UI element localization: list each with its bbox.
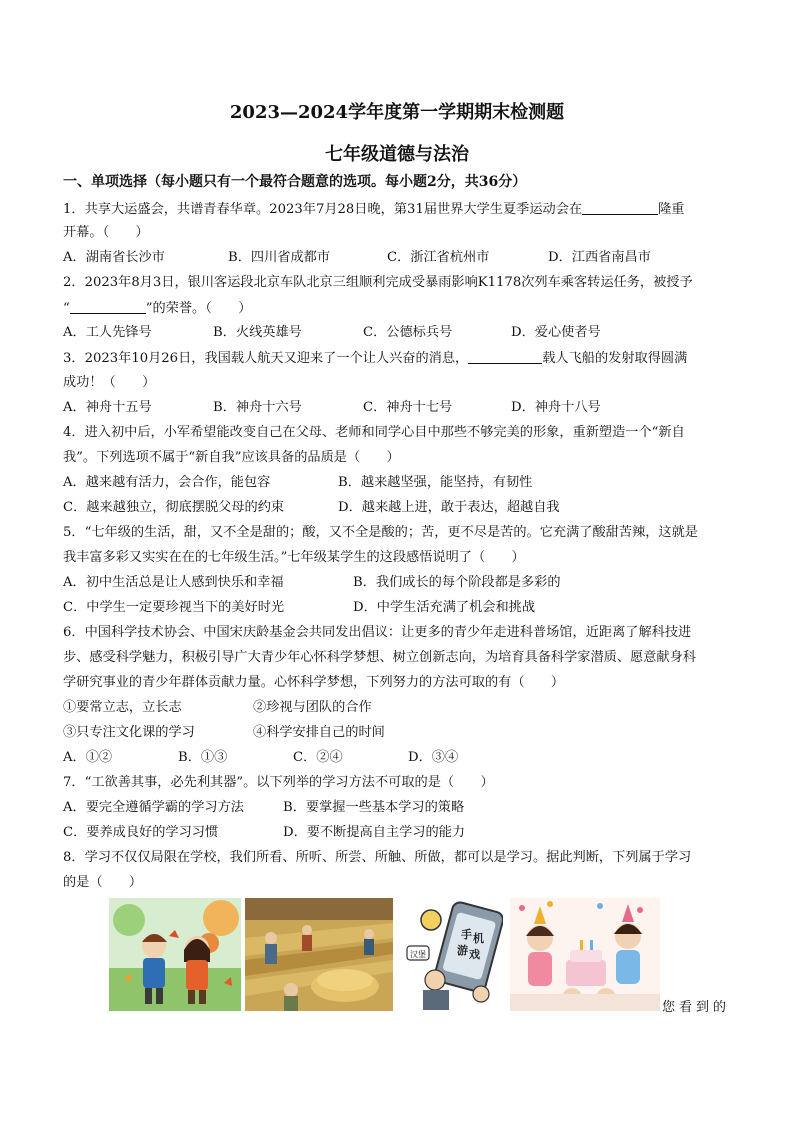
q1-stem-tail: 隆重 (658, 202, 685, 217)
q8-image-phone-game (405, 898, 503, 1011)
q3-blank (468, 349, 542, 364)
q5-option-b: B．我们成长的每个阶段都是多彩的 (353, 575, 561, 590)
q2-blank (70, 299, 146, 314)
q8-stem-line1: 8．学习不仅仅局限在学校，我们所看、所听、所尝、所触、所做，都可以是学习。据此判断，下列属于学习 (63, 850, 692, 865)
q3-stem-tail: 载人飞船的发射取得圆满 (542, 351, 688, 366)
q2-stem-line2 (63, 299, 251, 318)
q6-option-b: B．①③ (178, 750, 228, 765)
q4-option-c: C．越来越独立，彻底摆脱父母的约束 (63, 500, 285, 515)
q2-stem-line1: 2．2023年8月3日，银川客运段北京车队北京三组顺利完成受暴雨影响K1178次列车乘客转运任务，被授予 (63, 275, 693, 290)
q3-stem-text: 3．2023年10月26日，我国载人航天又迎来了一个让人兴奋的消息， (63, 351, 469, 366)
q6-item-2: ②珍视与团队的合作 (253, 700, 372, 715)
q6-stem-line2: 步、感受科学魅力，积极引导广大青少年心怀科学梦想、树立创新志向，为培育具备科学家潜质、愿意献身科 (63, 650, 696, 665)
q1-stem-line2: 开幕。（ ） (63, 225, 149, 240)
q8-image-harvest-field (245, 898, 393, 1011)
q1-option-d: D．江西省南昌市 (548, 250, 651, 265)
phone-text-2: 机 (473, 932, 484, 945)
q4-option-d: D．越来越上进，敢于表达，超越自我 (338, 500, 560, 515)
q6-stem-line3: 学研究事业的青少年群体贡献力量。心怀科学梦想，下列努力的方法可取的有（ ） (63, 675, 565, 690)
q1-option-c: C．浙江省杭州市 (387, 250, 490, 265)
q2-option-a: A．工人先锋号 (63, 325, 152, 340)
q7-option-d: D．要不断提高自主学习的能力 (283, 825, 466, 840)
q3-option-a: A．神舟十五号 (63, 400, 152, 415)
q4-option-b: B．越来越坚强，能坚持，有韧性 (338, 475, 533, 490)
section-heading: 一、单项选择（每小题只有一个最符合题意的选项。每小题2分，共36分） (63, 174, 527, 190)
q8-stem-line2: 的是（ ） (63, 875, 143, 890)
phone-text-4: 戏 (469, 948, 480, 961)
q4-stem-line1: 4．进入初中后，小军希望能改变自己在父母、老师和同学心目中那些不够完美的形象，重新塑造一个“新自 (63, 425, 685, 440)
q6-stem-line1: 6．中国科学技术协会、中国宋庆龄基金会共同发出倡议：让更多的青少年走进科普场馆，近距离了解科技进 (63, 625, 692, 640)
q2-option-d: D．爱心使者号 (511, 325, 601, 340)
q6-item-4: ④科学安排自己的时间 (253, 725, 385, 740)
cake-label: 汉堡 (410, 950, 426, 959)
q7-option-c: C．要养成良好的学习习惯 (63, 825, 219, 840)
q2-option-c: C．公德标兵号 (363, 325, 453, 340)
q3-stem-line1 (63, 349, 687, 368)
q3-stem-line2: 成功！（ ） (63, 375, 156, 390)
q2-option-b: B．火线英雄号 (213, 325, 302, 340)
exam-subtitle: 七年级道德与法治 (325, 144, 469, 165)
q6-option-a: A．①② (63, 750, 113, 765)
image-caption: 您看到的 (662, 1000, 731, 1015)
q7-stem: 7．“工欲善其事，必先利其器”。以下列举的学习方法不可取的是（ ） (63, 775, 494, 790)
q1-blank (582, 200, 658, 215)
q8-image-children-autumn (109, 898, 241, 1011)
q6-option-c: C．②④ (293, 750, 343, 765)
exam-title: 2023—2024学年度第一学期期末检测题 (229, 102, 565, 123)
q1-stem-line1 (63, 200, 684, 219)
q5-stem-line2: 我丰富多彩又实实在在的七年级生活。”七年级某学生的这段感悟说明了（ ） (63, 550, 525, 565)
q3-option-d: D．神舟十八号 (511, 400, 601, 415)
phone-text-3: 游 (457, 944, 468, 957)
q7-option-a: A．要完全遵循学霸的学习方法 (63, 800, 244, 815)
q5-option-a: A．初中生活总是让人感到快乐和幸福 (63, 575, 284, 590)
q3-option-c: C．神舟十七号 (363, 400, 453, 415)
q3-option-b: B．神舟十六号 (213, 400, 302, 415)
q4-stem-line2: 我”。下列选项不属于“新自我”应该具备的品质是（ ） (63, 450, 400, 465)
q4-option-a: A．越来越有活力，会合作，能包容 (63, 475, 271, 490)
q6-option-d: D．③④ (408, 750, 459, 765)
q5-stem-line1: 5．“七年级的生活，甜，又不全是甜的；酸，又不全是酸的；苦，更不尽是苦的。它充满了酸甜苦辣，这就是 (63, 525, 698, 540)
q2-stem-tail: ”的荣誉。（ ） (145, 301, 252, 316)
q1-option-b: B．四川省成都市 (228, 250, 331, 265)
q1-option-a: A．湖南省长沙市 (63, 250, 165, 265)
q1-stem-text: 1．共享大运盛会，共谱青春华章。2023年7月28日晚，第31届世界大学生夏季运动会在 (63, 202, 583, 217)
q6-item-3: ③只专注文化课的学习 (63, 725, 195, 740)
q6-item-1: ①要常立志，立长志 (63, 700, 182, 715)
q5-option-d: D．中学生活充满了机会和挑战 (353, 600, 536, 615)
phone-text-1: 手 (461, 928, 472, 941)
q7-option-b: B．要掌握一些基本学习的策略 (283, 800, 465, 815)
q8-image-birthday-party (510, 898, 660, 1011)
q2-open-quote: “ (63, 301, 70, 316)
q5-option-c: C．中学生一定要珍视当下的美好时光 (63, 600, 285, 615)
